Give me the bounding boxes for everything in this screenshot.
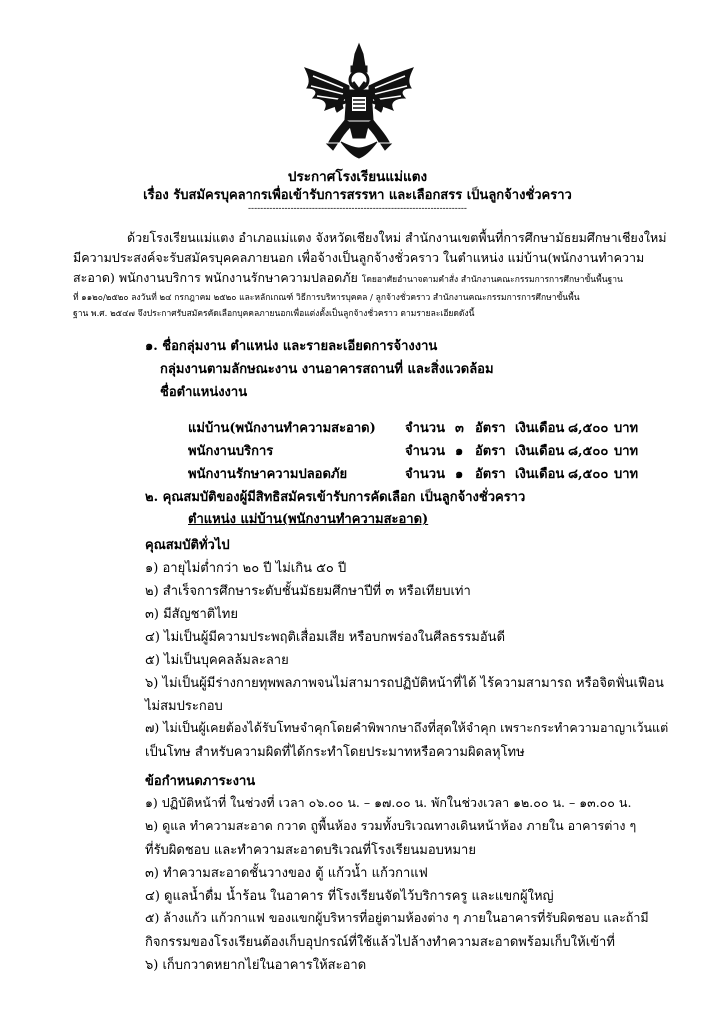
intro-line-5: ฐาน พ.ศ. ๒๕๔๗ จึงประกาศรับสมัครคัดเลือกบุคคลภายนอกเพื่อแต่งตั้งเป็นลูกจ้างชั่วคราว ตามรายละเอียดดังนี้ bbox=[73, 309, 475, 319]
section2-position: ตำแหน่ง แม่บ้าน(พนักงานทำความสะอาด) bbox=[188, 512, 429, 527]
salary-value: ๘,๕๐๐ bbox=[568, 421, 609, 436]
list-item: ๑) อายุไม่ต่ำกว่า ๒๐ ปี ไม่เกิน ๕๐ ปี bbox=[145, 561, 347, 576]
count-label: จำนวน bbox=[405, 421, 445, 436]
list-item: ๓) มีสัญชาติไทย bbox=[145, 607, 238, 622]
list-item: ๒) ดูแล ทำความสะอาด กวาด ถูพื้นห้อง รวมทั้งบริเวณทางเดินหน้าห้อง ภายใน อาคารต่าง ๆ bbox=[145, 818, 637, 833]
list-item: ที่รับผิดชอบ และทำความสะอาดบริเวณที่โรงเรียนมอบหมาย bbox=[145, 843, 476, 858]
qualifications-heading: คุณสมบัติทั่วไป bbox=[145, 538, 230, 553]
salary-unit: บาท bbox=[614, 444, 639, 459]
list-item: ๕) ไม่เป็นบุคคลล้มละลาย bbox=[145, 653, 289, 668]
list-item: ๔) ไม่เป็นผู้มีความประพฤติเสื่อมเสีย หรือบกพร่องในศีลธรรมอันดี bbox=[145, 630, 506, 645]
separator-line: ------------------------------------------------------------------------ bbox=[248, 204, 467, 214]
section2-heading: ๒. คุณสมบัติของผู้มีสิทธิสมัครเข้ารับการคัดเลือก เป็นลูกจ้างชั่วคราว bbox=[145, 490, 526, 505]
list-item: ๔) ดูแลน้ำดื่ม น้ำร้อน ในอาคาร ที่โรงเรียนจัดไว้บริการครู และแขกผู้ใหญ่ bbox=[145, 889, 554, 904]
position-name: แม่บ้าน(พนักงานทำความสะอาด) bbox=[188, 421, 376, 436]
rate-label: อัตรา bbox=[475, 467, 506, 482]
announcement-subject: เรื่อง รับสมัครบุคลากรเพื่อเข้ารับการสรรหา และเลือกสรร เป็นลูกจ้างชั่วคราว bbox=[143, 188, 572, 203]
list-item: ๒) สำเร็จการศึกษาระดับชั้นมัธยมศึกษาปีที่ ๓ หรือเทียบเท่า bbox=[145, 584, 471, 599]
rate-label: อัตรา bbox=[475, 444, 506, 459]
intro-line-3 bbox=[73, 268, 623, 288]
section1-group: กลุ่มงานตามลักษณะงาน งานอาคารสถานที่ และสิ่งแวดล้อม bbox=[160, 362, 494, 377]
rate-label: อัตรา bbox=[475, 421, 506, 436]
list-item: ๕) ล้างแก้ว แก้วกาแฟ ของแขกผู้บริหารที่อยู่ตามห้องต่าง ๆ ภายในอาคารที่รับผิดชอบ และถ้ามี bbox=[145, 910, 649, 925]
list-item: ๗) ไม่เป็นผู้เคยต้องได้รับโทษจำคุกโดยคำพิพากษาถึงที่สุดให้จำคุก เพราะกระทำความอาญาเว้นแต่ bbox=[145, 720, 669, 735]
intro-line-2: มีความประสงค์จะรับสมัครบุคคลภายนอก เพื่อจ้างเป็นลูกจ้างชั่วคราว ในตำแหน่ง แม่บ้าน(พนักงานทำความ bbox=[73, 250, 645, 265]
intro-line-4: ที่ ๑๑๒๐/๒๕๒๐ ลงวันที่ ๒๔ กรกฎาคม ๒๕๒๐ และหลักเกณฑ์ วิธีการบริหารบุคคล / ลูกจ้างชั่วคราว สำนักงานคณะกรรมการการศึกษาขั้นพื้น bbox=[73, 293, 580, 303]
intro-line-1: ด้วยโรงเรียนแม่แตง อำเภอแม่แตง จังหวัดเชียงใหม่ สำนักงานเขตพื้นที่การศึกษามัธยมศึกษาเชียงใหม่ bbox=[127, 230, 667, 245]
position-name: พนักงานบริการ bbox=[188, 444, 274, 459]
list-item: ๖) เก็บกวาดหยากไย่ในอาคารให้สะอาด bbox=[145, 958, 367, 973]
position-name: พนักงานรักษาความปลอดภัย bbox=[188, 467, 348, 482]
list-item: กิจกรรมของโรงเรียนต้องเก็บอุปกรณ์ที่ใช้แล้วไปล้างทำความสะอาดพร้อมเก็บให้เข้าที่ bbox=[145, 935, 615, 950]
count-label: จำนวน bbox=[405, 444, 445, 459]
duties-heading: ข้อกำหนดภาระงาน bbox=[145, 774, 256, 789]
list-item: เป็นโทษ สำหรับความผิดที่ได้กระทำโดยประมาทหรือความผิดลหุโทษ bbox=[145, 745, 525, 760]
salary-label: เงินเดือน bbox=[515, 444, 565, 459]
salary-unit: บาท bbox=[614, 421, 639, 436]
count-value: ๑ bbox=[455, 467, 464, 482]
list-item: ๓) ทำความสะอาดชั้นวางของ ตู้ แก้วน้ำ แก้วกาแฟ bbox=[145, 866, 428, 881]
salary-label: เงินเดือน bbox=[515, 421, 565, 436]
count-value: ๑ bbox=[455, 444, 464, 459]
section1-positions-label: ชื่อตำแหน่งงาน bbox=[160, 385, 248, 400]
count-value: ๓ bbox=[455, 421, 464, 436]
count-label: จำนวน bbox=[405, 467, 445, 482]
salary-label: เงินเดือน bbox=[515, 467, 565, 482]
salary-value: ๘,๕๐๐ bbox=[568, 467, 609, 482]
garuda-emblem bbox=[303, 42, 415, 160]
list-item: ๑) ปฏิบัติหน้าที่ ในช่วงที่ เวลา ๐๖.๐๐ น. – ๑๗.๐๐ น. พักในช่วงเวลา ๑๒.๐๐ น. – ๑๓.๐๐ น. bbox=[145, 795, 632, 810]
salary-unit: บาท bbox=[614, 467, 639, 482]
salary-value: ๘,๕๐๐ bbox=[568, 444, 609, 459]
intro-line-3-small: โดยอาศัยอำนาจตามคำสั่ง สำนักงานคณะกรรมการการศึกษาขั้นพื้นฐาน bbox=[361, 275, 623, 285]
section1-heading: ๑. ชื่อกลุ่มงาน ตำแหน่ง และรายละเอียดการจ้างงาน bbox=[145, 339, 438, 354]
list-item: ไม่สมประกอบ bbox=[145, 699, 223, 714]
announcement-title: ประกาศโรงเรียนแม่แตง bbox=[287, 169, 428, 185]
list-item: ๖) ไม่เป็นผู้มีร่างกายทุพพลภาพจนไม่สามารถปฏิบัติหน้าที่ได้ ไร้ความสามารถ หรือจิตฟั่นเฟือน bbox=[145, 676, 664, 691]
intro-line-3-main: สะอาด) พนักงานบริการ พนักงานรักษาความปลอดภัย bbox=[73, 270, 358, 285]
